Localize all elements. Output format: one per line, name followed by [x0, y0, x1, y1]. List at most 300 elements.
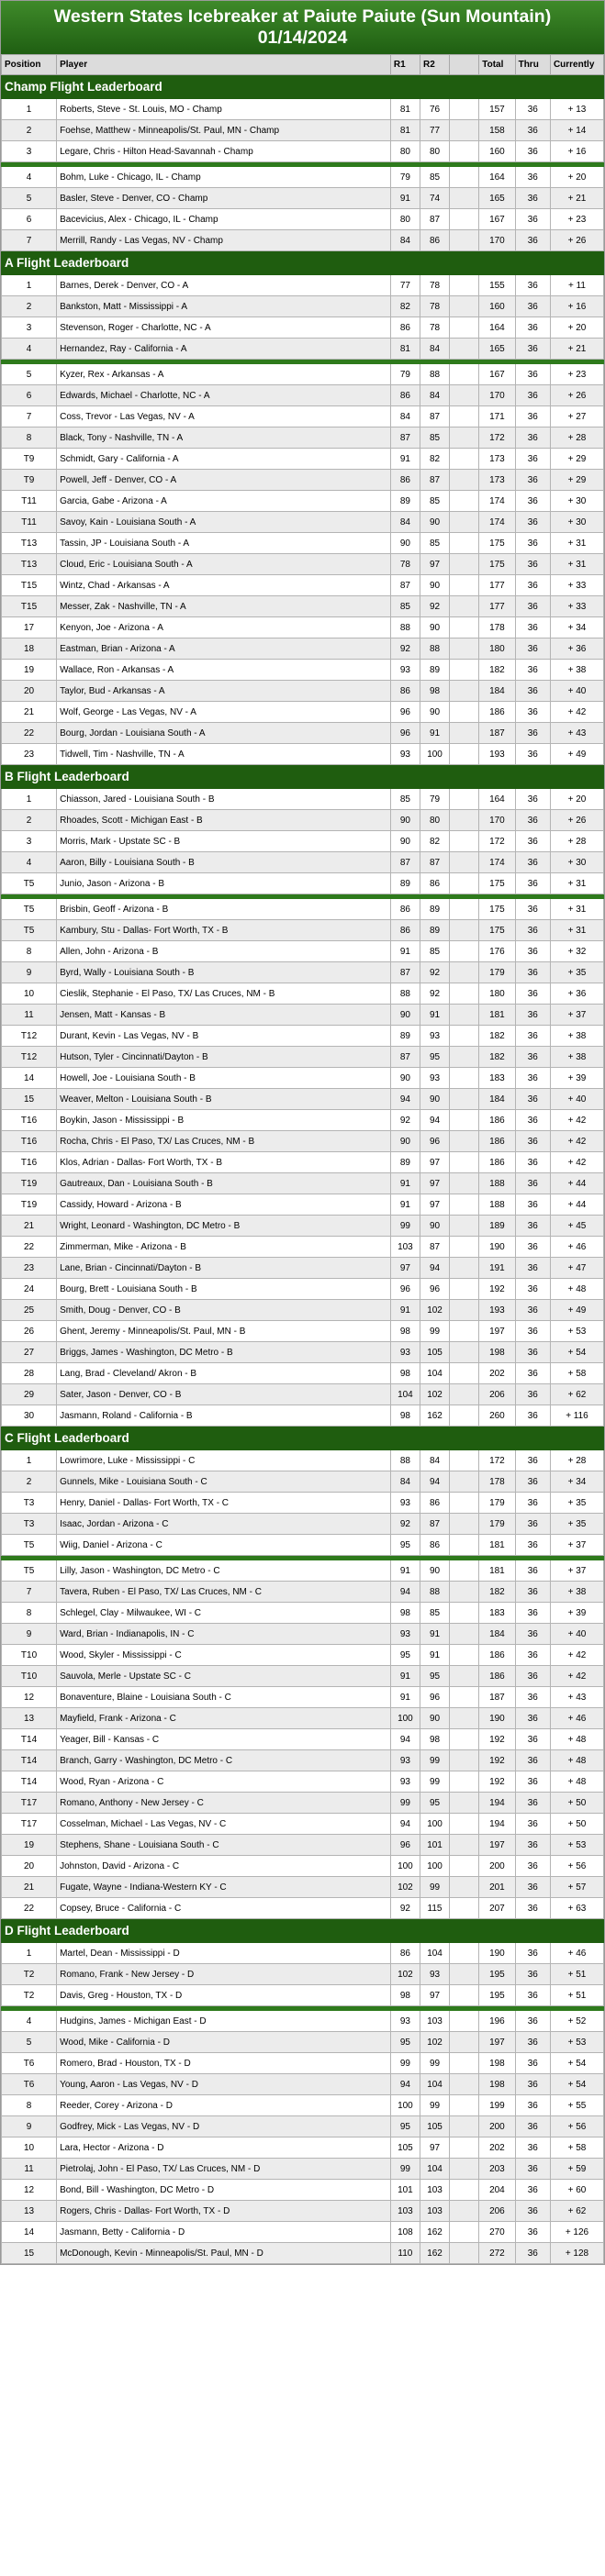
cell-player: Brisbin, Geoff - Arizona - B — [57, 899, 391, 920]
cell-r2: 95 — [420, 1666, 449, 1687]
cell-blank — [450, 810, 479, 831]
cell-r2: 98 — [420, 681, 449, 702]
cell-total: 182 — [479, 1026, 515, 1047]
cell-player: Wallace, Ron - Arkansas - A — [57, 660, 391, 681]
table-row — [2, 1173, 604, 1194]
cell-position: 9 — [2, 962, 57, 983]
cell-blank — [450, 1471, 479, 1493]
cell-thru: 36 — [515, 491, 550, 512]
cell-thru: 36 — [515, 427, 550, 449]
cell-thru: 36 — [515, 1237, 550, 1258]
cell-currently: + 11 — [550, 275, 603, 296]
cell-thru: 36 — [515, 660, 550, 681]
cell-player: Tassin, JP - Louisiana South - A — [57, 533, 391, 554]
table-row — [2, 2180, 604, 2201]
cell-currently: + 44 — [550, 1173, 603, 1194]
cell-position: 10 — [2, 983, 57, 1005]
cell-blank — [450, 1026, 479, 1047]
header-player: Player — [57, 55, 391, 75]
cell-r2: 96 — [420, 1131, 449, 1152]
cell-r2: 96 — [420, 1279, 449, 1300]
cell-currently: + 42 — [550, 1645, 603, 1666]
cell-r1: 79 — [390, 167, 420, 188]
cell-r1: 92 — [390, 1514, 420, 1535]
cell-player: Ghent, Jeremy - Minneapolis/St. Paul, MN - B — [57, 1321, 391, 1342]
cell-r2: 82 — [420, 449, 449, 470]
cell-currently: + 54 — [550, 2053, 603, 2074]
cell-r2: 77 — [420, 120, 449, 141]
table-row — [2, 789, 604, 810]
cell-currently: + 16 — [550, 296, 603, 317]
cell-currently: + 38 — [550, 1582, 603, 1603]
table-row — [2, 983, 604, 1005]
cell-blank — [450, 2222, 479, 2243]
cell-blank — [450, 1943, 479, 1964]
table-row — [2, 491, 604, 512]
table-row — [2, 920, 604, 941]
cell-player: Cloud, Eric - Louisiana South - A — [57, 554, 391, 575]
cell-thru: 36 — [515, 1729, 550, 1750]
cell-total: 175 — [479, 899, 515, 920]
cell-r2: 80 — [420, 141, 449, 162]
cell-thru: 36 — [515, 638, 550, 660]
cell-blank — [450, 491, 479, 512]
cell-total: 197 — [479, 1321, 515, 1342]
cell-thru: 36 — [515, 941, 550, 962]
header-thru: Thru — [515, 55, 550, 75]
cell-position: 6 — [2, 385, 57, 406]
cell-total: 190 — [479, 1708, 515, 1729]
table-row — [2, 1535, 604, 1556]
cell-player: Wiig, Daniel - Arizona - C — [57, 1535, 391, 1556]
cell-player: Davis, Greg - Houston, TX - D — [57, 1985, 391, 2006]
cell-blank — [450, 1321, 479, 1342]
cell-thru: 36 — [515, 554, 550, 575]
cell-r2: 98 — [420, 1729, 449, 1750]
cell-total: 199 — [479, 2095, 515, 2116]
cell-total: 164 — [479, 167, 515, 188]
cell-player: Barnes, Derek - Denver, CO - A — [57, 275, 391, 296]
cell-thru: 36 — [515, 1321, 550, 1342]
cell-r2: 86 — [420, 1493, 449, 1514]
cell-r1: 103 — [390, 1237, 420, 1258]
cell-blank — [450, 230, 479, 251]
cell-r1: 98 — [390, 1603, 420, 1624]
cell-player: Ward, Brian - Indianapolis, IN - C — [57, 1624, 391, 1645]
table-row — [2, 1152, 604, 1173]
cell-currently: + 40 — [550, 1089, 603, 1110]
cell-total: 175 — [479, 920, 515, 941]
cell-currently: + 42 — [550, 1110, 603, 1131]
cell-position: 1 — [2, 789, 57, 810]
cell-currently: + 56 — [550, 1856, 603, 1877]
cell-thru: 36 — [515, 1645, 550, 1666]
header-blank — [450, 55, 479, 75]
cell-r1: 81 — [390, 99, 420, 120]
cell-player: Martel, Dean - Mississippi - D — [57, 1943, 391, 1964]
cell-total: 187 — [479, 723, 515, 744]
cell-r1: 99 — [390, 1216, 420, 1237]
cell-r2: 88 — [420, 1582, 449, 1603]
cell-currently: + 35 — [550, 1493, 603, 1514]
cell-position: 23 — [2, 1258, 57, 1279]
cell-thru: 36 — [515, 209, 550, 230]
cell-r1: 84 — [390, 406, 420, 427]
cell-total: 179 — [479, 962, 515, 983]
cell-r1: 90 — [390, 831, 420, 852]
cell-player: Reeder, Corey - Arizona - D — [57, 2095, 391, 2116]
cell-r1: 96 — [390, 1835, 420, 1856]
cell-player: Chiasson, Jared - Louisiana South - B — [57, 789, 391, 810]
cell-player: Junio, Jason - Arizona - B — [57, 873, 391, 894]
cell-player: Coss, Trevor - Las Vegas, NV - A — [57, 406, 391, 427]
cell-r1: 94 — [390, 1814, 420, 1835]
cell-total: 203 — [479, 2159, 515, 2180]
table-row — [2, 1279, 604, 1300]
cell-currently: + 35 — [550, 962, 603, 983]
cell-total: 196 — [479, 2011, 515, 2032]
cell-currently: + 39 — [550, 1068, 603, 1089]
cell-currently: + 31 — [550, 920, 603, 941]
cell-position: 10 — [2, 2137, 57, 2159]
cell-currently: + 27 — [550, 406, 603, 427]
cell-r2: 93 — [420, 1068, 449, 1089]
cell-position: T13 — [2, 554, 57, 575]
cell-r1: 96 — [390, 723, 420, 744]
cell-player: Stephens, Shane - Louisiana South - C — [57, 1835, 391, 1856]
cell-position: 5 — [2, 188, 57, 209]
cell-r1: 85 — [390, 789, 420, 810]
cell-blank — [450, 681, 479, 702]
cell-r1: 86 — [390, 899, 420, 920]
table-row — [2, 2053, 604, 2074]
cell-r2: 102 — [420, 1300, 449, 1321]
cell-thru: 36 — [515, 831, 550, 852]
cell-currently: + 48 — [550, 1279, 603, 1300]
cell-blank — [450, 1405, 479, 1427]
cell-player: Smith, Doug - Denver, CO - B — [57, 1300, 391, 1321]
cell-r2: 95 — [420, 1047, 449, 1068]
cell-total: 180 — [479, 983, 515, 1005]
cell-currently: + 48 — [550, 1729, 603, 1750]
cell-position: 4 — [2, 339, 57, 360]
cell-player: Bacevicius, Alex - Chicago, IL - Champ — [57, 209, 391, 230]
cell-r1: 91 — [390, 449, 420, 470]
cell-r1: 92 — [390, 1110, 420, 1131]
table-row — [2, 1582, 604, 1603]
flight-header — [2, 1427, 604, 1450]
table-row — [2, 427, 604, 449]
cell-player: Edwards, Michael - Charlotte, NC - A — [57, 385, 391, 406]
cell-blank — [450, 1645, 479, 1666]
cell-r2: 85 — [420, 167, 449, 188]
cell-player: Lowrimore, Luke - Mississippi - C — [57, 1450, 391, 1471]
cell-player: Branch, Garry - Washington, DC Metro - C — [57, 1750, 391, 1771]
cell-total: 190 — [479, 1943, 515, 1964]
cell-player: Lang, Brad - Cleveland/ Akron - B — [57, 1363, 391, 1384]
cell-currently: + 38 — [550, 1047, 603, 1068]
cell-thru: 36 — [515, 2032, 550, 2053]
cell-currently: + 23 — [550, 209, 603, 230]
cell-thru: 36 — [515, 1384, 550, 1405]
cell-blank — [450, 2116, 479, 2137]
cell-position: 22 — [2, 723, 57, 744]
cell-position: T9 — [2, 470, 57, 491]
cell-currently: + 49 — [550, 744, 603, 765]
cell-blank — [450, 1582, 479, 1603]
table-row — [2, 2032, 604, 2053]
table-row — [2, 1729, 604, 1750]
cell-player: McDonough, Kevin - Minneapolis/St. Paul, MN - D — [57, 2243, 391, 2264]
cell-r2: 92 — [420, 983, 449, 1005]
cell-currently: + 20 — [550, 317, 603, 339]
cell-player: Zimmerman, Mike - Arizona - B — [57, 1237, 391, 1258]
cell-currently: + 116 — [550, 1405, 603, 1427]
cell-player: Aaron, Billy - Louisiana South - B — [57, 852, 391, 873]
cell-currently: + 37 — [550, 1560, 603, 1582]
cell-blank — [450, 1560, 479, 1582]
cell-thru: 36 — [515, 962, 550, 983]
cell-position: 12 — [2, 2180, 57, 2201]
table-row — [2, 188, 604, 209]
cell-total: 175 — [479, 533, 515, 554]
cell-player: Romero, Brad - Houston, TX - D — [57, 2053, 391, 2074]
cell-blank — [450, 1173, 479, 1194]
cell-r2: 94 — [420, 1258, 449, 1279]
cell-currently: + 42 — [550, 1666, 603, 1687]
cell-r2: 78 — [420, 275, 449, 296]
cell-position: 5 — [2, 364, 57, 385]
cell-blank — [450, 1964, 479, 1985]
cell-thru: 36 — [515, 1750, 550, 1771]
cell-player: Bankston, Matt - Mississippi - A — [57, 296, 391, 317]
cell-player: Rocha, Chris - El Paso, TX/ Las Cruces, NM - B — [57, 1131, 391, 1152]
cell-r1: 91 — [390, 1666, 420, 1687]
cell-player: Rhoades, Scott - Michigan East - B — [57, 810, 391, 831]
table-row — [2, 1964, 604, 1985]
cell-blank — [450, 364, 479, 385]
cell-r1: 84 — [390, 1471, 420, 1493]
cell-position: 12 — [2, 1687, 57, 1708]
cell-r2: 96 — [420, 1687, 449, 1708]
cell-thru: 36 — [515, 1943, 550, 1964]
table-row — [2, 1258, 604, 1279]
table-row — [2, 296, 604, 317]
cell-position: 3 — [2, 831, 57, 852]
cell-thru: 36 — [515, 1985, 550, 2006]
cell-blank — [450, 2159, 479, 2180]
table-row — [2, 1793, 604, 1814]
table-row — [2, 141, 604, 162]
cell-player: Hudgins, James - Michigan East - D — [57, 2011, 391, 2032]
cell-thru: 36 — [515, 1405, 550, 1427]
cell-blank — [450, 983, 479, 1005]
cell-thru: 36 — [515, 1793, 550, 1814]
cell-position: T11 — [2, 512, 57, 533]
cell-r1: 89 — [390, 1026, 420, 1047]
cell-total: 178 — [479, 1471, 515, 1493]
cell-thru: 36 — [515, 1194, 550, 1216]
cell-blank — [450, 2032, 479, 2053]
cell-blank — [450, 638, 479, 660]
cell-position: 6 — [2, 209, 57, 230]
cell-total: 186 — [479, 1110, 515, 1131]
cell-blank — [450, 2074, 479, 2095]
cell-thru: 36 — [515, 449, 550, 470]
cell-thru: 36 — [515, 1152, 550, 1173]
cell-r1: 87 — [390, 427, 420, 449]
cell-r1: 93 — [390, 744, 420, 765]
table-row — [2, 1363, 604, 1384]
cell-thru: 36 — [515, 617, 550, 638]
cell-r1: 89 — [390, 873, 420, 894]
cell-currently: + 53 — [550, 2032, 603, 2053]
cell-total: 178 — [479, 617, 515, 638]
cell-currently: + 33 — [550, 575, 603, 596]
cell-r2: 82 — [420, 831, 449, 852]
cell-thru: 36 — [515, 2074, 550, 2095]
cell-r1: 91 — [390, 188, 420, 209]
cell-r1: 94 — [390, 1729, 420, 1750]
cell-thru: 36 — [515, 723, 550, 744]
cell-r2: 89 — [420, 920, 449, 941]
cell-r1: 96 — [390, 702, 420, 723]
cell-r1: 95 — [390, 1645, 420, 1666]
cell-r2: 88 — [420, 364, 449, 385]
cell-total: 198 — [479, 2074, 515, 2095]
cell-blank — [450, 596, 479, 617]
cell-position: T19 — [2, 1194, 57, 1216]
cell-thru: 36 — [515, 512, 550, 533]
cell-total: 270 — [479, 2222, 515, 2243]
cell-thru: 36 — [515, 339, 550, 360]
cell-r2: 99 — [420, 2053, 449, 2074]
cell-position: T12 — [2, 1026, 57, 1047]
cell-r1: 89 — [390, 491, 420, 512]
cell-currently: + 55 — [550, 2095, 603, 2116]
cell-r1: 89 — [390, 1152, 420, 1173]
cell-r2: 90 — [420, 512, 449, 533]
cell-total: 172 — [479, 831, 515, 852]
cell-thru: 36 — [515, 1131, 550, 1152]
cell-total: 179 — [479, 1493, 515, 1514]
cell-r2: 97 — [420, 1194, 449, 1216]
cell-r1: 93 — [390, 1624, 420, 1645]
cell-total: 170 — [479, 230, 515, 251]
cell-blank — [450, 317, 479, 339]
cell-r1: 86 — [390, 470, 420, 491]
cell-r2: 97 — [420, 2137, 449, 2159]
table-row — [2, 1493, 604, 1514]
table-row — [2, 2095, 604, 2116]
cell-r1: 99 — [390, 1793, 420, 1814]
cell-blank — [450, 1384, 479, 1405]
cell-player: Bohm, Luke - Chicago, IL - Champ — [57, 167, 391, 188]
cell-blank — [450, 1771, 479, 1793]
cell-player: Bond, Bill - Washington, DC Metro - D — [57, 2180, 391, 2201]
cell-thru: 36 — [515, 1300, 550, 1321]
cell-player: Lilly, Jason - Washington, DC Metro - C — [57, 1560, 391, 1582]
table-row — [2, 406, 604, 427]
cell-position: T5 — [2, 1560, 57, 1582]
cell-player: Merrill, Randy - Las Vegas, NV - Champ — [57, 230, 391, 251]
cell-r2: 85 — [420, 427, 449, 449]
cell-blank — [450, 2137, 479, 2159]
cell-currently: + 29 — [550, 449, 603, 470]
cell-r1: 84 — [390, 230, 420, 251]
cell-position: T2 — [2, 1964, 57, 1985]
table-row — [2, 1814, 604, 1835]
cell-r2: 103 — [420, 2180, 449, 2201]
cell-r2: 99 — [420, 1877, 449, 1898]
cell-currently: + 62 — [550, 1384, 603, 1405]
cell-r1: 79 — [390, 364, 420, 385]
cell-currently: + 46 — [550, 1237, 603, 1258]
cell-blank — [450, 2180, 479, 2201]
table-row — [2, 1384, 604, 1405]
cell-player: Hutson, Tyler - Cincinnati/Dayton - B — [57, 1047, 391, 1068]
header-currently: Currently — [550, 55, 603, 75]
flight-header — [2, 1919, 604, 1943]
table-row — [2, 2201, 604, 2222]
cell-position: 2 — [2, 810, 57, 831]
cell-total: 179 — [479, 1514, 515, 1535]
cell-currently: + 44 — [550, 1194, 603, 1216]
cell-r1: 99 — [390, 2159, 420, 2180]
cell-blank — [450, 941, 479, 962]
cell-r1: 98 — [390, 1985, 420, 2006]
cell-blank — [450, 1750, 479, 1771]
cell-player: Lane, Brian - Cincinnati/Dayton - B — [57, 1258, 391, 1279]
cell-r1: 93 — [390, 2011, 420, 2032]
cell-r1: 82 — [390, 296, 420, 317]
event-date: 01/14/2024 — [257, 28, 348, 48]
cell-blank — [450, 617, 479, 638]
cell-currently: + 13 — [550, 99, 603, 120]
cell-currently: + 20 — [550, 167, 603, 188]
leaderboard-body — [2, 55, 604, 2264]
cell-thru: 36 — [515, 1964, 550, 1985]
cell-player: Bonaventure, Blaine - Louisiana South - C — [57, 1687, 391, 1708]
flight-header — [2, 75, 604, 99]
cell-total: 183 — [479, 1603, 515, 1624]
cell-r2: 85 — [420, 941, 449, 962]
cell-thru: 36 — [515, 1005, 550, 1026]
table-row — [2, 1666, 604, 1687]
cell-player: Gautreaux, Dan - Louisiana South - B — [57, 1173, 391, 1194]
cell-total: 177 — [479, 596, 515, 617]
cell-r1: 80 — [390, 141, 420, 162]
cell-currently: + 26 — [550, 810, 603, 831]
table-row — [2, 1750, 604, 1771]
cell-r1: 87 — [390, 575, 420, 596]
cell-total: 195 — [479, 1985, 515, 2006]
cell-position: T16 — [2, 1110, 57, 1131]
cell-player: Cassidy, Howard - Arizona - B — [57, 1194, 391, 1216]
table-row — [2, 744, 604, 765]
table-row — [2, 1089, 604, 1110]
header-r1: R1 — [390, 55, 420, 75]
cell-currently: + 37 — [550, 1005, 603, 1026]
cell-thru: 36 — [515, 1666, 550, 1687]
cell-total: 202 — [479, 1363, 515, 1384]
cell-r1: 100 — [390, 1856, 420, 1877]
cell-currently: + 36 — [550, 638, 603, 660]
cell-total: 186 — [479, 1131, 515, 1152]
cell-player: Boykin, Jason - Mississippi - B — [57, 1110, 391, 1131]
cell-position: 11 — [2, 2159, 57, 2180]
cell-total: 184 — [479, 1089, 515, 1110]
